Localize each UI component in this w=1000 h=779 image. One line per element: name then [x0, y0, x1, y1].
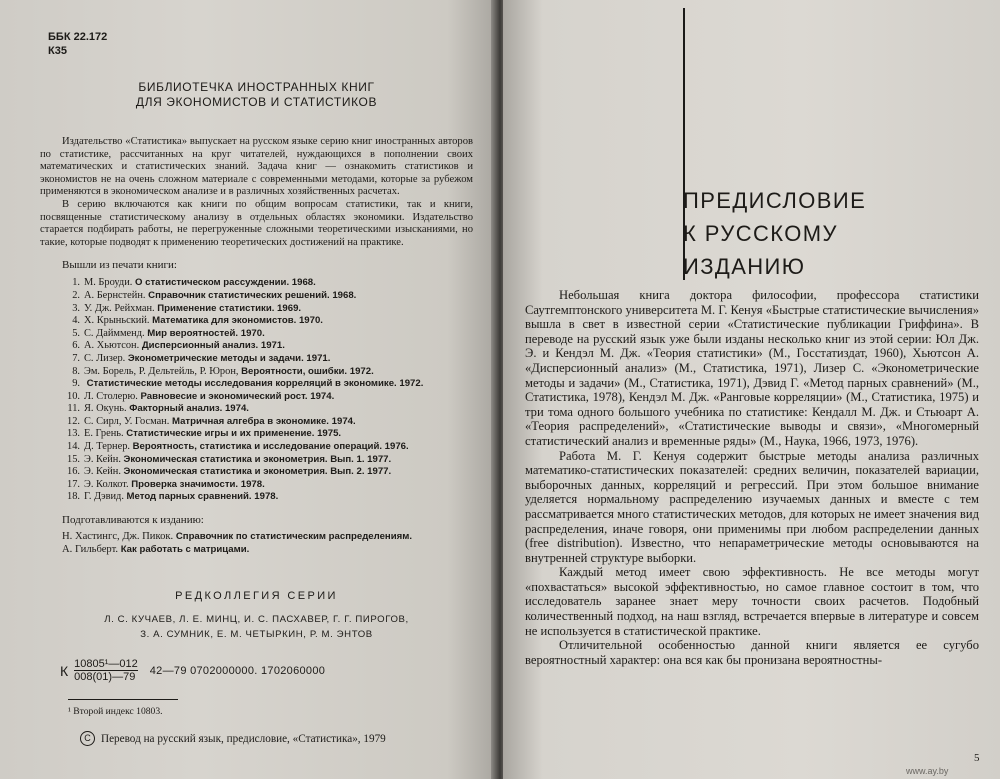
chapter-title-line: К РУССКОМУ [683, 221, 838, 246]
book-number: 6. [72, 340, 80, 352]
book-title: Применение статистики. 1969. [157, 302, 302, 314]
book-number: 12. [67, 415, 80, 427]
book-title: Мир вероятностей. 1970. [147, 327, 265, 339]
preparing-heading: Подготавливаются к изданию: [62, 514, 204, 527]
book-title: Экономическая статистика и эконометрия. Вып. 2. 1977. [123, 466, 392, 478]
book-author: С. Сирл, У. Госман. [84, 415, 170, 427]
book-title: Экономическая статистика и эконометрия. Вып. 1. 1977. [123, 453, 392, 465]
index-codes: 42—79 0702000000. 1702060000 [149, 664, 326, 677]
index-letter: К [60, 662, 69, 679]
author-mark: К35 [48, 45, 67, 57]
published-book-item [62, 479, 473, 492]
book-title: Равновесие и экономический рост. 1974. [140, 390, 335, 402]
copyright-line [80, 731, 473, 746]
book-author: Е. Грень. [84, 428, 124, 440]
book-author: Э. Кейн. [84, 466, 121, 478]
preface-paragraph: Каждый метод имеет свою эффективность. Не все методы могут «похвастаться» высокой эффективностью, но самое главное состоит в том, что исследователь заранее знает меру точности своих расчетов. Подобный количественный подход, на наш взгляд, встречается впервые в литературе и совсем не используется в статистической практике. [525, 565, 979, 638]
book-number: 5. [72, 327, 80, 339]
book-title: Проверка значимости. 1978. [131, 478, 265, 490]
published-book-item [62, 491, 473, 504]
preface-paragraph: Работа М. Г. Кенуя содержит быстрые методы анализа различных математико-статистических показателей: средних величин, показателей вариации, выборочных данных, корреляций и регрессий. При этом большое внимание уделяется нормальному распределению изучаемых данных и вместе с тем рассматривается много статистических методов, для которых не имеет значения вид распределения, иначе говоря, они применимы при любом распределении данных (free distribution). Известно, что непараметрические методы основываются на внутренней структуре выборки. [525, 448, 979, 565]
published-book-item [62, 454, 473, 467]
book-author: Н. Хастингс, Дж. Пикок. [62, 531, 174, 543]
book-author: Э. Колкот. [84, 478, 129, 490]
book-title: Вероятности, ошибки. 1972. [241, 365, 374, 377]
index-fraction [74, 658, 138, 683]
chapter-title [683, 184, 866, 283]
series-title-line: ДЛЯ ЭКОНОМИСТОВ И СТАТИСТИКОВ [135, 95, 378, 109]
book-title: Эконометрические методы и задачи. 1971. [127, 352, 331, 364]
book-number: 1. [72, 277, 80, 289]
published-book-item [62, 340, 473, 353]
chapter-title-line: ИЗДАНИЮ [683, 254, 806, 279]
series-title-line: БИБЛИОТЕЧКА ИНОСТРАННЫХ КНИГ [138, 80, 375, 94]
published-book-item [62, 290, 473, 303]
book-title: Как работать с матрицами. [120, 544, 250, 556]
book-author: А. Гильберт. [62, 544, 119, 556]
preparing-books-list [40, 530, 473, 556]
book-author: С. Даймменд. [84, 327, 145, 339]
preface-paragraph: Отличительной особенностью данной книги является ее сугубо вероятностный характер: она вся как бы пронизана вероятностны- [525, 638, 979, 667]
book-author: Г. Дэвид. [84, 491, 124, 503]
book-author: Л. Столерю. [84, 390, 138, 402]
published-book-item [62, 391, 473, 404]
left-page [0, 0, 497, 779]
preparing-book-item [62, 530, 473, 543]
published-book-item [62, 466, 473, 479]
series-intro [40, 136, 473, 249]
book-author: Эм. Борель, Р. Дельтейль, Р. Юрон, [84, 365, 239, 377]
intro-paragraph: Издательство «Статистика» выпускает на русском языке серию книг иностранных авторов по статистике, рассчитанных на круг читателей, нуждающихся в пополнении своих математических и статистических знаний. Задача книг — ознакомить статистиков и экономистов не на очень сложном материале с современными методами, которые за рубежом применяются в экономическом анализе и в различных хозяйственных расчетах. [40, 136, 473, 198]
book-number: 15. [67, 453, 80, 465]
copyright-text: Перевод на русский язык, предисловие, «Статистика», 1979 [101, 732, 386, 745]
bbk-code: ББК 22.172 [48, 31, 108, 43]
index-numerator: 10805¹—012 [74, 658, 138, 671]
book-author: Я. Окунь. [84, 403, 127, 415]
published-book-item [62, 441, 473, 454]
book-number: 17. [67, 478, 80, 490]
published-book-item [62, 428, 473, 441]
book-number: 13. [67, 428, 80, 440]
book-author: У. Дж. Рейхман. [84, 302, 155, 314]
classification-codes [48, 30, 473, 58]
book-title: Факторный анализ. 1974. [129, 403, 249, 415]
book-title: Вероятность, статистика и исследование операций. 1976. [132, 441, 409, 453]
published-heading: Вышли из печати книги: [62, 259, 177, 272]
book-title: Справочник статистических решений. 1968. [148, 289, 357, 301]
preparing-book-item [62, 543, 473, 556]
book-number: 3. [72, 302, 80, 314]
book-number: 10. [67, 390, 80, 402]
editorial-board-title: РЕДКОЛЛЕГИЯ СЕРИИ [175, 590, 338, 603]
book-author: Э. Кейн. [84, 453, 121, 465]
book-number: 7. [72, 352, 80, 364]
published-book-item [62, 315, 473, 328]
book-title: Статистические методы исследования корреляций в экономике. 1972. [86, 378, 424, 390]
book-title: Математика для экономистов. 1970. [152, 315, 323, 327]
book-number: 9. [72, 378, 80, 390]
book-author: А. Бернстейн. [84, 289, 146, 301]
book-number: 8. [72, 365, 80, 377]
published-book-item [62, 328, 473, 341]
book-number: 11. [67, 403, 80, 415]
book-author: А. Хьютсон. [84, 340, 140, 352]
book-title: О статистическом рассуждении. 1968. [135, 277, 316, 289]
editorial-line: З. А. СУМНИК, Е. М. ЧЕТЫРКИН, Р. М. ЭНТОВ [140, 629, 373, 641]
book-number: 4. [72, 315, 80, 327]
book-author: С. Лизер. [84, 352, 126, 364]
editorial-board-members [40, 612, 473, 642]
published-book-item [62, 277, 473, 290]
series-title [40, 80, 473, 110]
book-number: 18. [67, 491, 80, 503]
preface-paragraph: Небольшая книга доктора философии, профессора статистики Саутгемптонского университета М. Г. Кенуя «Быстрые статистические вычисления» вышла в свет в известной серии «Статистические публикации Гриффина». В переводе на русский язык уже были изданы несколько книг из этой серии: Юл Дж. Э. и Кендэл М. Дж. «Теория статистики» (М., Госстатиздат, 1960), Хьютсон А. «Дисперсионный анализ» (М., Статистика, 1971), Лизер С. «Эконометрические методы и задачи» (М., Статистика, 1971), Дэвид Г. «Метод парных сравнений» (М., Статистика, 1978), Кендэл М. Дж. «Ранговые корреляции» (М., Статистика, 1975) и три тома одного большого учебника по статистике: Кендалл М. Дж. и Стьюарт А. «Теория распределений», «Статистические выводы и связи», «Многомерный статистический анализ и временные ряды» (М., Наука, 1966, 1973, 1976). [525, 288, 979, 448]
intro-paragraph: В серию включаются как книги по общим вопросам статистики, так и книги, посвященные статистическому анализу в отдельных областях экономики. Издательство старается подбирать работы, не перегруженные сложными теоретическими изысканиями, но такие, которые подводят к применению теоретических достижений на практике. [40, 198, 473, 248]
publication-index [60, 658, 473, 683]
book-author: Д. Тернер. [84, 441, 131, 453]
published-book-item [62, 378, 473, 391]
editorial-line: Л. С. КУЧАЕВ, Л. Е. МИНЦ, И. С. ПАСХАВЕР, Г. Г. ПИРОГОВ, [104, 614, 409, 626]
book-title: Метод парных сравнений. 1978. [126, 491, 279, 503]
book-title: Справочник по статистическим распределениям. [175, 531, 412, 543]
published-book-item [62, 353, 473, 366]
index-denominator: 008(01)—79 [74, 671, 136, 684]
book-title: Матричная алгебра в экономике. 1974. [171, 415, 356, 427]
book-author: Х. Крыньский. [84, 315, 150, 327]
watermark: www.ay.by [906, 766, 949, 776]
published-books-list [40, 277, 473, 504]
published-book-item [62, 366, 473, 379]
chapter-title-line: ПРЕДИСЛОВИЕ [683, 188, 867, 213]
published-book-item [62, 416, 473, 429]
published-book-item [62, 403, 473, 416]
book-title: Статистические игры и их применение. 1975. [126, 428, 342, 440]
book-number: 2. [72, 289, 80, 301]
copyright-icon: C [80, 731, 95, 746]
published-book-item [62, 303, 473, 316]
footnote: ¹ Второй индекс 10803. [68, 699, 178, 717]
book-title: Дисперсионный анализ. 1971. [141, 340, 285, 352]
page-number: 5 [974, 752, 980, 764]
book-number: 14. [67, 441, 80, 453]
preface-body [525, 288, 979, 667]
book-number: 16. [67, 466, 80, 478]
book-author: М. Броуди. [84, 277, 133, 289]
